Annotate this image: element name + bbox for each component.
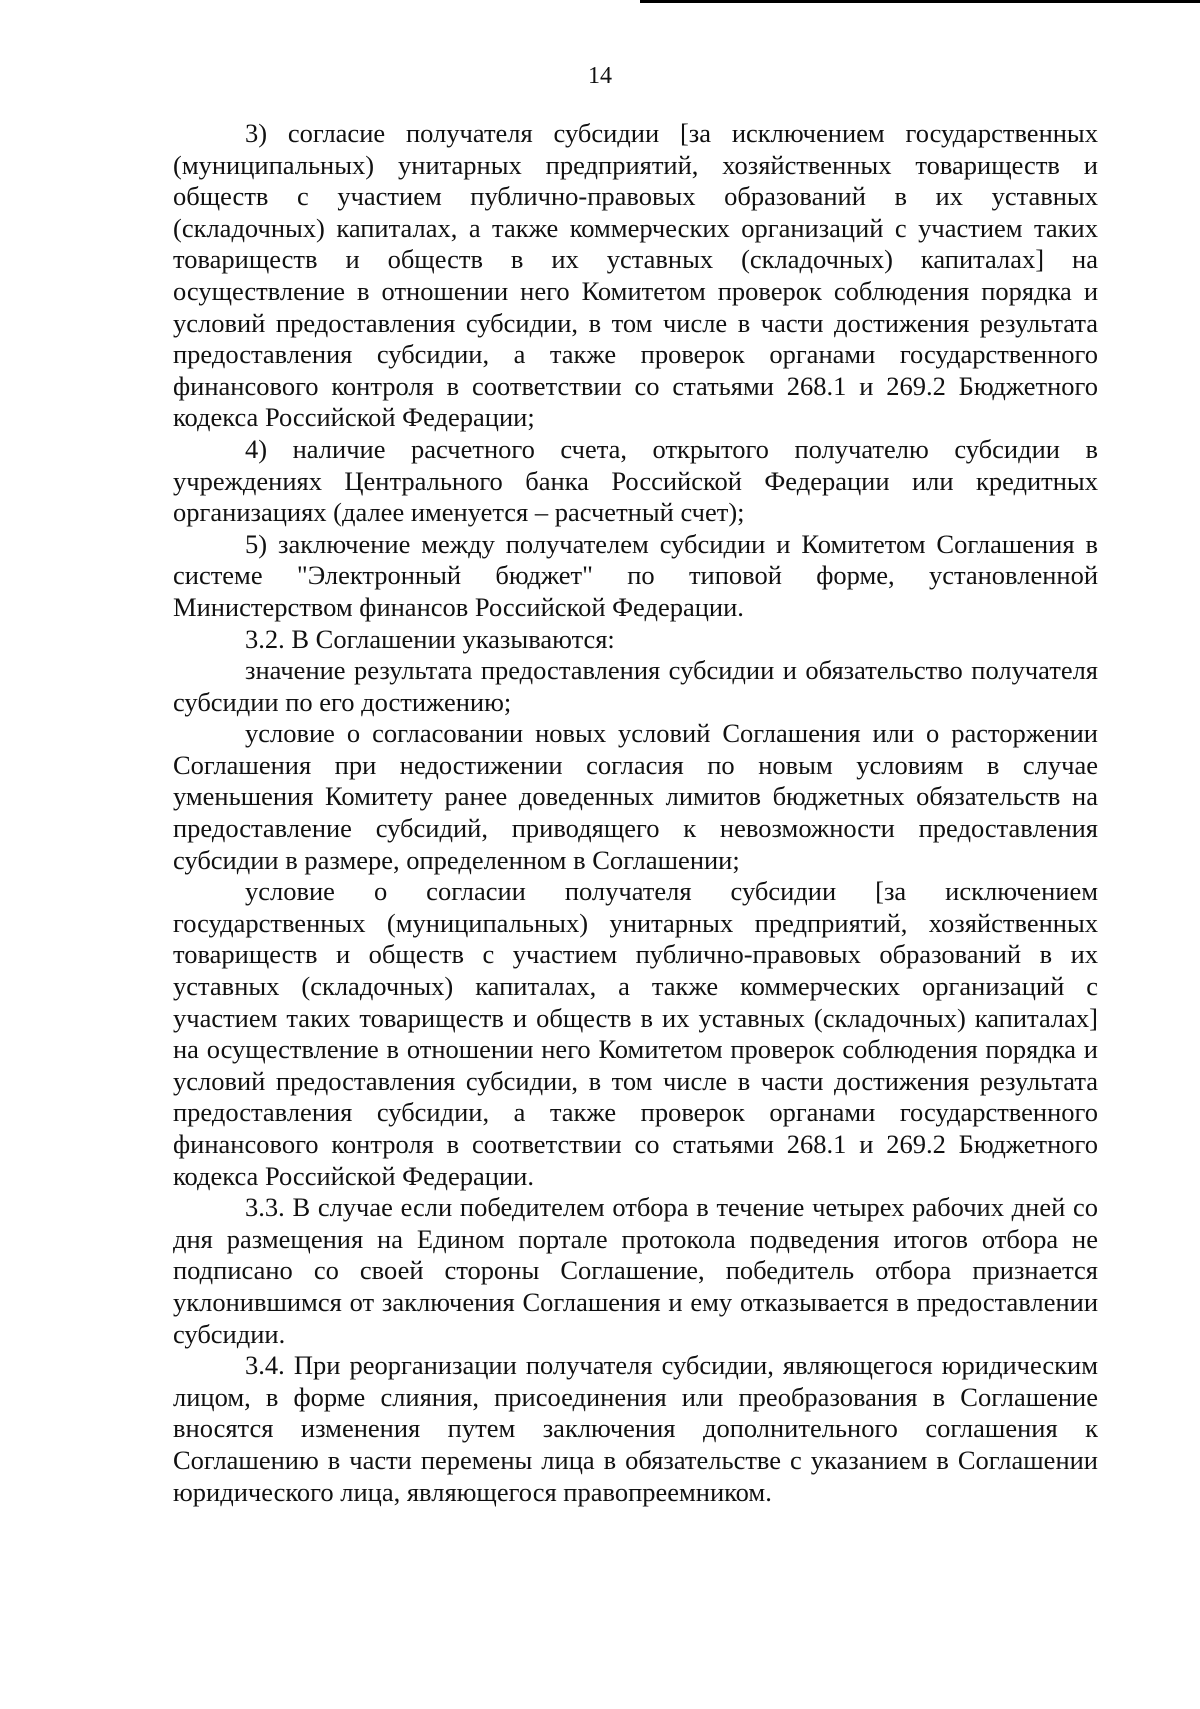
- paragraph-consent-condition: условие о согласии получателя субсидии [за исключением государственных (муниципальных) унитарных предприятий, хозяйственных товариществ и обществ с участием публично-правовых образований в их уставных (складочных) капиталах, а также коммерческих организаций с участием таких товариществ и обществ в их уставных (складочных) капиталах] на осуществление в отношении него Комитетом проверок соблюдения порядка и условий предоставления субсидии, в том числе в части достижения результата предоставления субсидии, а также проверок органами государственного финансового контроля в соответствии со статьями 268.1 и 269.2 Бюджетного кодекса Российской Федерации.: [173, 876, 1098, 1191]
- paragraph-item-4: 4) наличие расчетного счета, открытого получателю субсидии в учреждениях Центрального банка Российской Федерации или кредитных организациях (далее именуется – расчетный счет);: [173, 433, 1098, 528]
- paragraph-section-3-3: 3.3. В случае если победителем отбора в течение четырех рабочих дней со дня размещения на Едином портале протокола подведения итогов отбора не подписано со своей стороны Соглашение, победитель отбора признается уклонившимся от заключения Соглашения и ему отказывается в предоставлении субсидии.: [173, 1192, 1098, 1349]
- paragraph-section-3-2: 3.2. В Соглашении указываются:: [245, 623, 615, 654]
- top-border-line: [640, 0, 1200, 3]
- document-body: [173, 118, 1098, 1508]
- paragraph-new-terms-condition: условие о согласовании новых условий Соглашения или о расторжении Соглашения при недостижении согласия по новым условиям в случае уменьшения Комитету ранее доведенных лимитов бюджетных обязательств на предоставление субсидий, приводящего к невозможности предоставления субсидии в размере, определенном в Соглашении;: [173, 718, 1098, 875]
- paragraph-section-3-4: 3.4. При реорганизации получателя субсидии, являющегося юридическим лицом, в форме слияния, присоединения или преобразования в Соглашение вносятся изменения путем заключения дополнительного соглашения к Соглашению в части перемены лица в обязательстве с указанием в Соглашении юридического лица, являющегося правопреемником.: [173, 1350, 1098, 1507]
- page-number: 14: [588, 63, 612, 89]
- paragraph-item-3: 3) согласие получателя субсидии [за исключением государственных (муниципальных) унитарных предприятий, хозяйственных товариществ и обществ с участием публично-правовых образований в их уставных (складочных) капиталах, а также коммерческих организаций с участием таких товариществ и обществ в их уставных (складочных) капиталах] на осуществление в отношении него Комитетом проверок соблюдения порядка и условий предоставления субсидии, в том числе в части достижения результата предоставления субсидии, а также проверок органами государственного финансового контроля в соответствии со статьями 268.1 и 269.2 Бюджетного кодекса Российской Федерации;: [173, 118, 1098, 433]
- paragraph-item-5: 5) заключение между получателем субсидии и Комитетом Соглашения в системе "Электронный бюджет" по типовой форме, установленной Министерством финансов Российской Федерации.: [173, 528, 1098, 622]
- paragraph-result-value: значение результата предоставления субсидии и обязательство получателя субсидии по его достижению;: [173, 655, 1098, 717]
